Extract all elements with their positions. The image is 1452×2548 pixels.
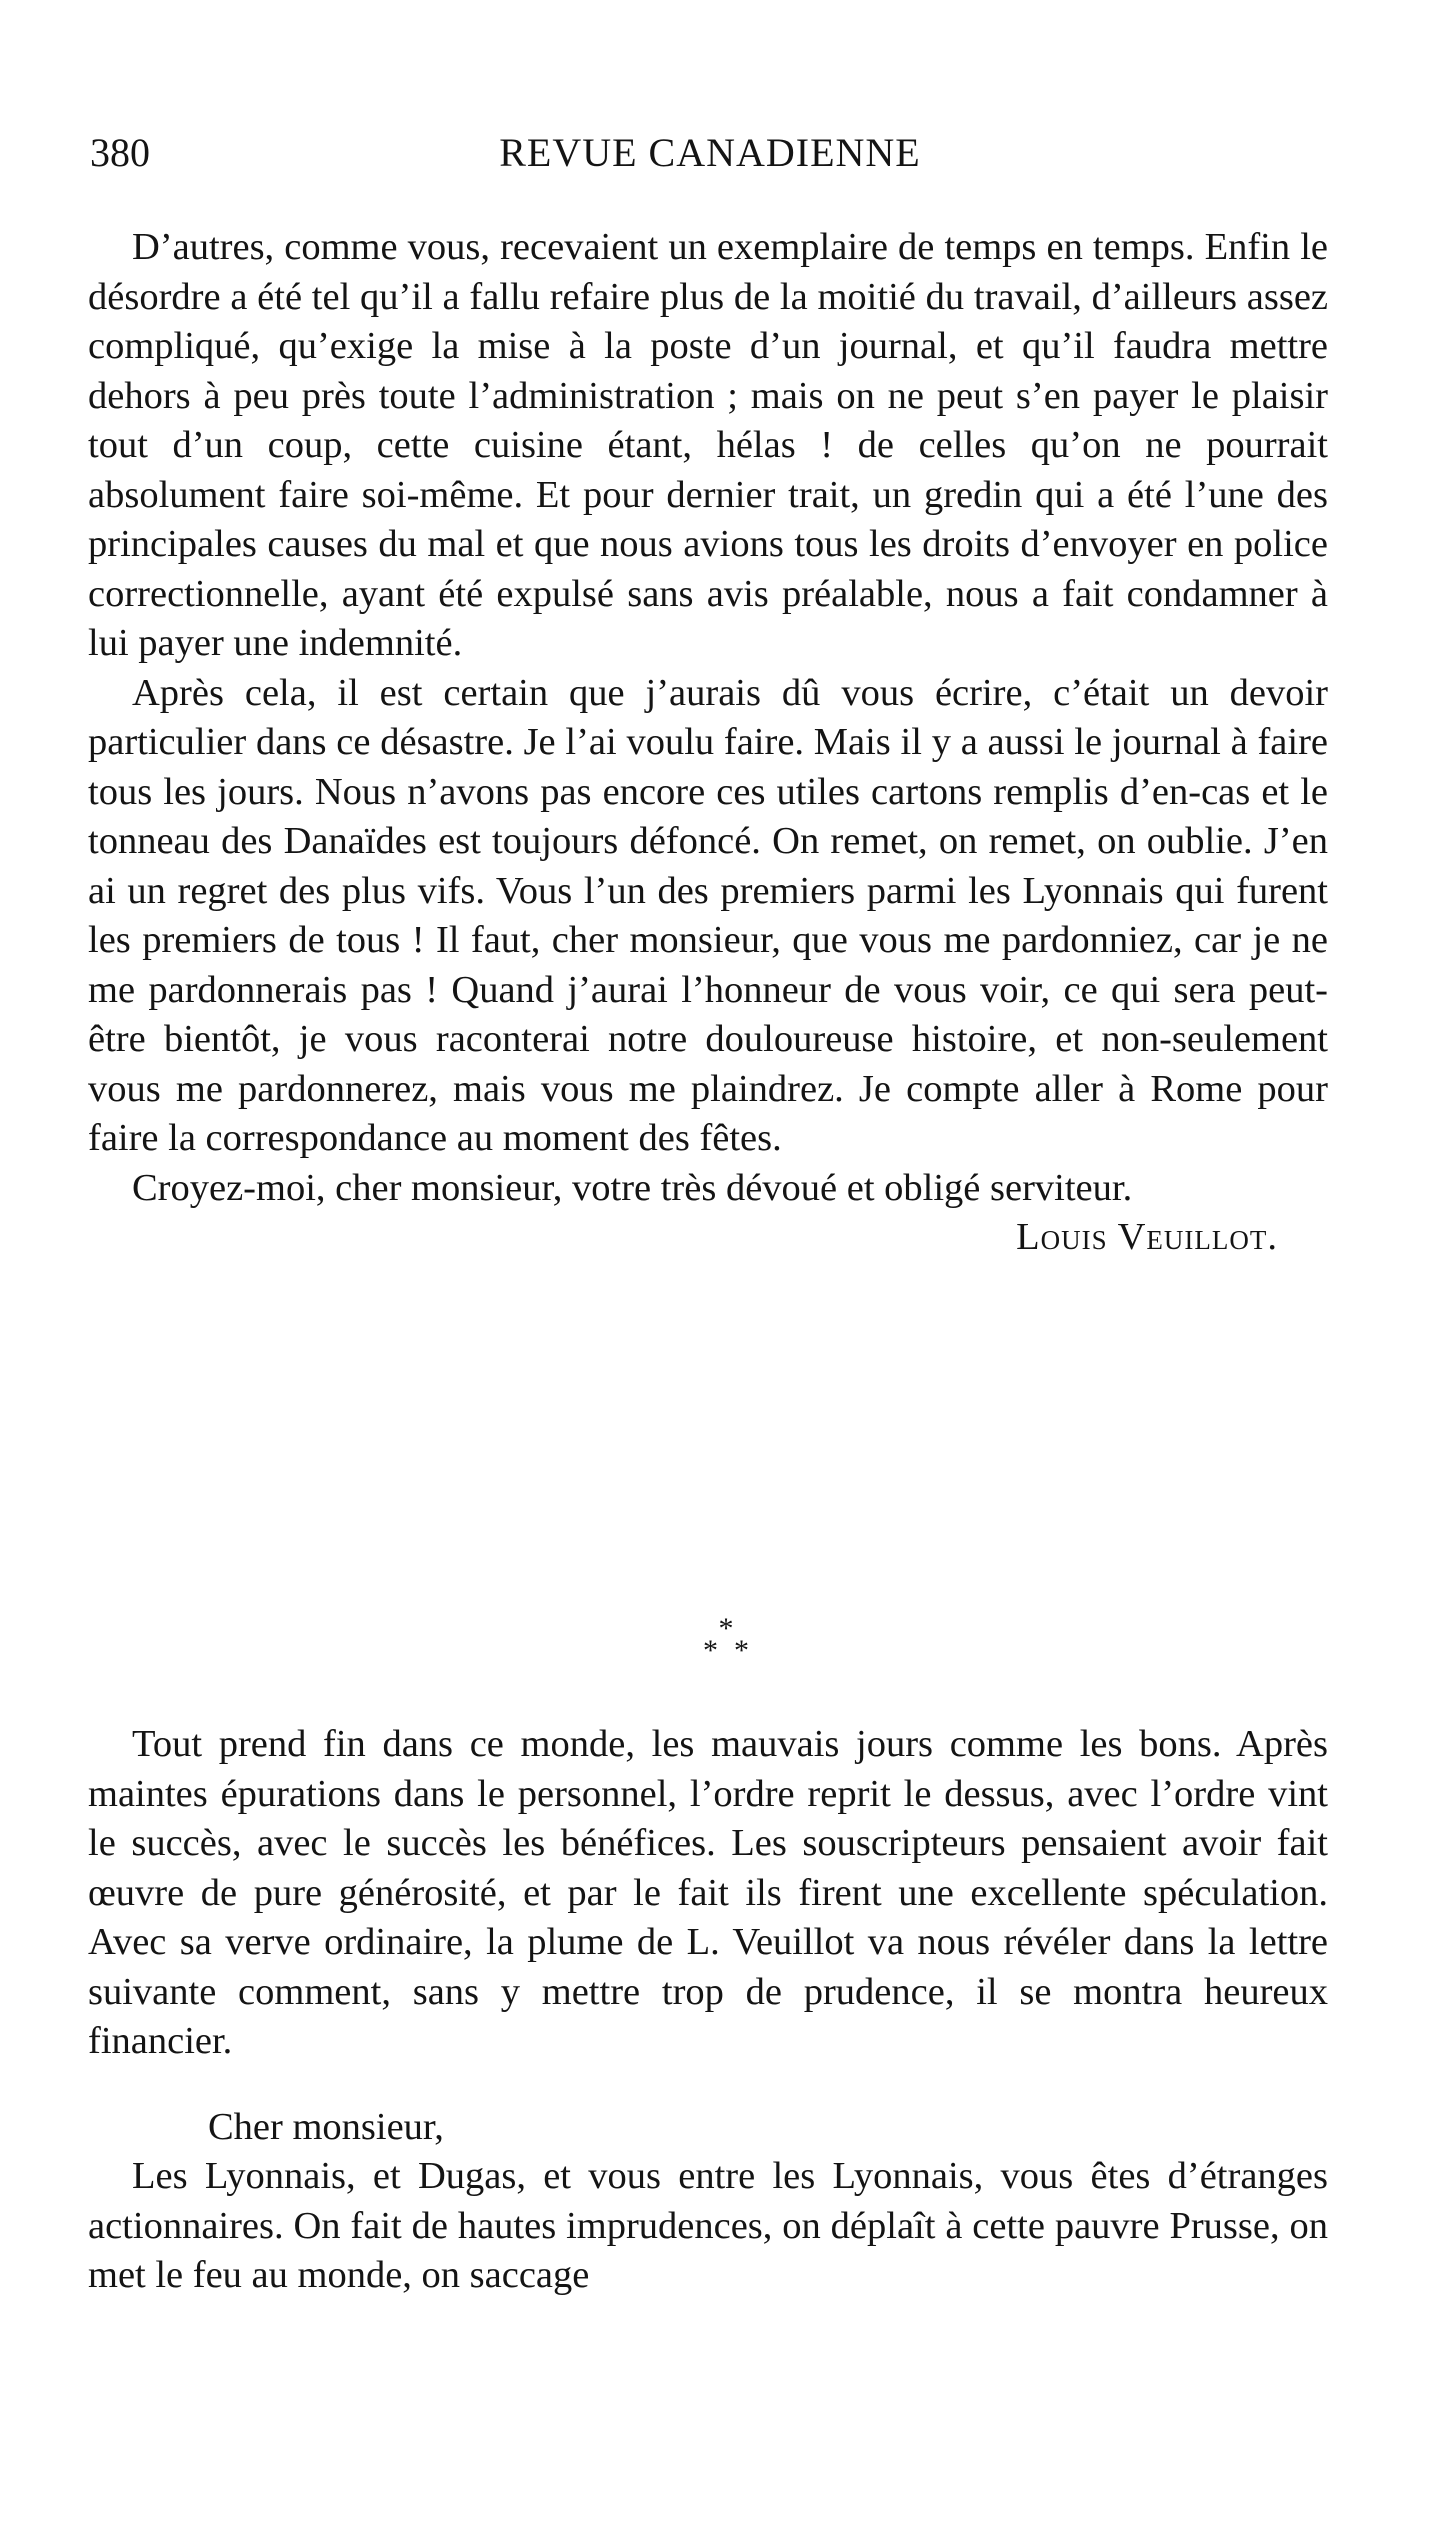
- running-title: REVUE CANADIENNE: [499, 130, 921, 175]
- narrative-paragraph: Tout prend fin dans ce monde, les mauvais jours comme les bons. Après maintes épurations dans le personnel, l’ordre reprit le dessus, avec l’ordre vint le succès, avec le succès les bénéfices. Les souscripteurs pensaient avoir fait œuvre de pure générosité, et par le fait ils firent une excellente spéculation. Avec sa verve ordinaire, la plume de L. Veuillot va nous révéler dans la lettre suivante comment, sans y mettre trop de prudence, il se montra heureux financier.: [88, 1723, 1328, 2062]
- separator-star-left: *: [703, 1634, 718, 1667]
- letter-two-salutation: Cher monsieur,: [208, 2105, 444, 2148]
- separator-star-right: *: [734, 1634, 749, 1667]
- signature: Louis Veuillot.: [1016, 1216, 1278, 1258]
- separator-star-top: *: [718, 1612, 734, 1645]
- letter-one-paragraph-2: Après cela, il est certain que j’aurais dû vous écrire, c’était un devoir particulier dans ce désastre. Je l’ai voulu faire. Mais il y a aussi le journal à faire tous les jours. Nous n’avons pas encore ces utiles cartons remplis d’en-cas et le tonneau des Danaïdes est toujours défoncé. On remet, on remet, on oublie. J’en ai un regret des plus vifs. Vous l’un des premiers parmi les Lyonnais qui furent les premiers de tous ! Il faut, cher monsieur, que vous me pardonniez, car je ne me pardonnerais pas ! Quand j’aurai l’honneur de vous voir, ce qui sera peut-être bientôt, je vous raconterai notre douloureuse histoire, et non-seulement vous me pardonnerez, mais vous me plaindrez. Je compte aller à Rome pour faire la correspondance au moment des fêtes.: [88, 671, 1328, 1159]
- page-header: [90, 128, 1330, 178]
- letter-one: [88, 223, 1328, 1263]
- letter-one-paragraph-1: D’autres, comme vous, recevaient un exemplaire de temps en temps. Enfin le désordre a été tel qu’il a fallu refaire plus de la moitié du travail, d’ailleurs assez compliqué, qu’exige la mise à la poste d’un journal, et qu’il faudra mettre dehors à peu près toute l’administration ; mais on ne peut s’en payer le plaisir tout d’un coup, cette cuisine étant, hélas ! de celles qu’on ne pourrait absolument faire soi-même. Et pour dernier trait, un gredin qui a été l’une des principales causes du mal et que nous avions tous les droits d’envoyer en police correctionnelle, ayant été expulsé sans avis préalable, nous a fait condamner à lui payer une indemnité.: [88, 226, 1328, 664]
- letter-two-opening: Les Lyonnais, et Dugas, et vous entre les Lyonnais, vous êtes d’étranges actionnaires. On fait de hautes imprudences, on déplaît à cette pauvre Prusse, on met le feu au monde, on saccage: [88, 2155, 1328, 2296]
- page-number: 380: [90, 130, 150, 175]
- letter-one-closing: Croyez-moi, cher monsieur, votre très dévoué et obligé serviteur.: [132, 1166, 1133, 1209]
- narrative-and-letter-two: [88, 1720, 1328, 2301]
- section-separator: [0, 1612, 1452, 1667]
